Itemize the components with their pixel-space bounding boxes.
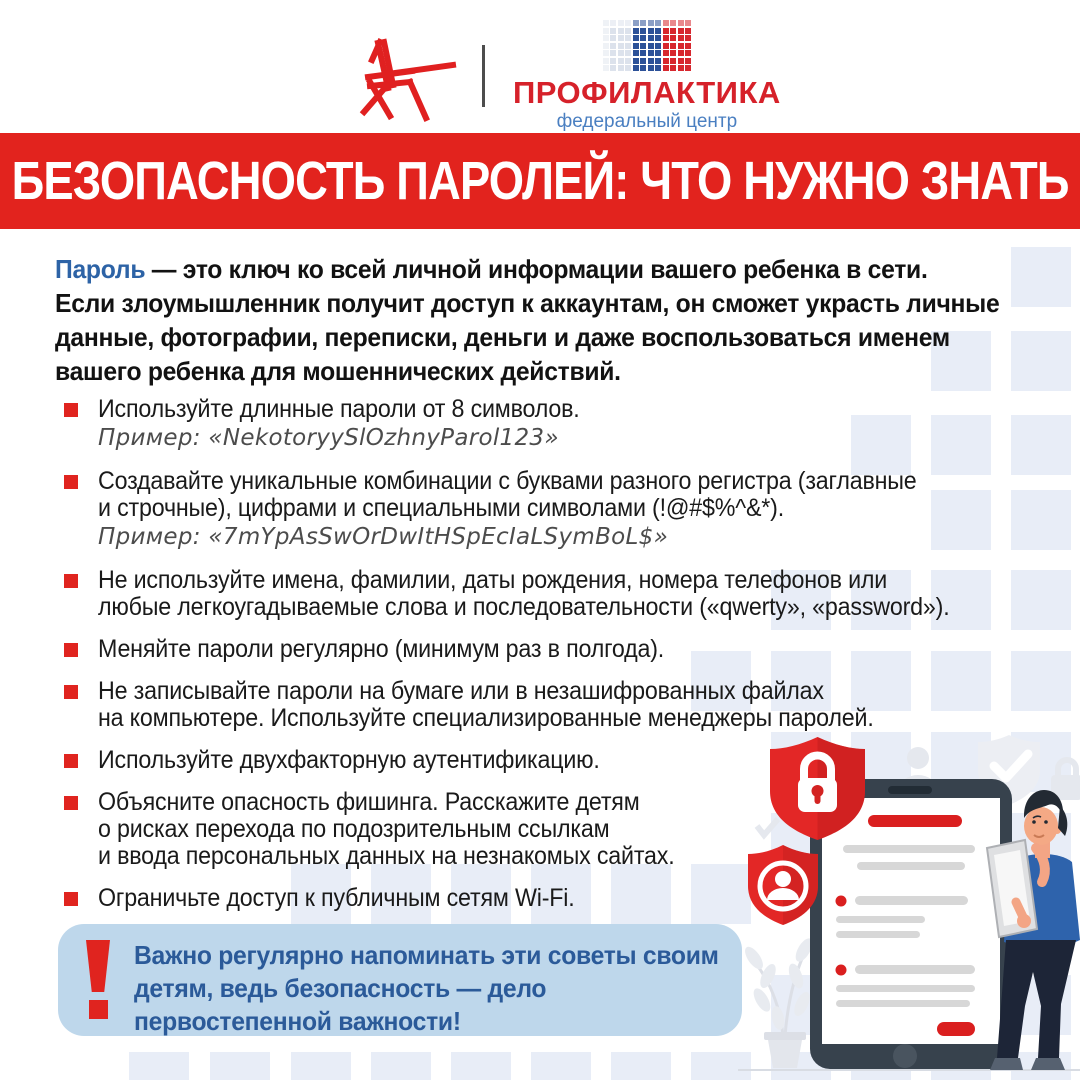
gray-check-icon [757,819,778,835]
intro-line: данные, фотографии, переписки, деньги и даже воспользоваться именем [55,322,950,352]
pattern-square [531,1052,591,1080]
tip-line: и строчные), цифрами и специальными символами (!@#$%^&*). [98,494,784,522]
tip-example: Пример: «NekotoryySlOzhnyParol123» [98,425,559,451]
plant-illustration [742,936,816,1068]
bullet-square-icon [64,892,78,906]
callout-text: Важно регулярно напоминать эти советы своим детям, ведь безопасность — дело первостепенной важности! [134,940,719,1036]
header-divider [482,45,485,107]
tip-line: и ввода персональных данных на незнакомых сайтах. [98,842,675,870]
page-title: БЕЗОПАСНОСТЬ ПАРОЛЕЙ: ЧТО НУЖНО ЗНАТЬ [11,151,1069,211]
pattern-square [129,1052,189,1080]
security-illustration [738,714,1080,1080]
pattern-square [291,1052,351,1080]
logo-block [513,20,781,131]
logo-subtitle: федеральный центр [556,111,738,132]
bullet-square-icon [64,475,78,489]
intro-line: Если злоумышленник получит доступ к аккаунтам, он сможет украсть личные [55,288,1000,318]
intro-line [55,252,977,286]
tip-line: Не используйте имена, фамилии, даты рождения, номера телефонов или [98,566,888,594]
logo-flag-icon [603,20,692,71]
intro-lead-word: Пароль [55,254,146,284]
bullet-square-icon [64,574,78,588]
bullet-square-icon [64,403,78,417]
tip-item [55,567,1025,621]
tip-item [55,396,1025,453]
header [0,0,1080,133]
bullet-square-icon [64,754,78,768]
bullet-square-icon [64,685,78,699]
tip-line: любые легкоугадываемые слова и последовательности («qwerty», «password»). [98,593,950,621]
tip-line: Создавайте уникальные комбинации с буквами разного регистра (заглавные [98,467,917,495]
tip-line: Не записывайте пароли на бумаге или в незашифрованных файлах [98,677,824,705]
logo-title: ПРОФИЛАКТИКА [513,75,781,110]
tip-line: Ограничьте доступ к публичным сетям Wi-Fi. [98,884,575,912]
pattern-square [371,1052,431,1080]
tip-line: на компьютере. Используйте специализированные менеджеры паролей. [98,704,874,732]
intro-line: вашего ребенка для мошеннических действий. [55,356,621,386]
bullet-square-icon [64,796,78,810]
bullet-square-icon [64,643,78,657]
tip-line: Объясните опасность фишинга. Расскажите детям [98,788,640,816]
tip-example: Пример: «7mYpAsSwOrDwItHSpEcIaLSymBoL$» [98,524,669,550]
pattern-square [451,1052,511,1080]
title-banner [0,133,1080,229]
tip-item [55,636,1025,663]
tip-line: Используйте длинные пароли от 8 символов. [98,395,580,423]
exclamation-icon [86,940,110,1019]
tip-line: Используйте двухфакторную аутентификацию. [98,746,600,774]
intro-line1-rest: — это ключ ко всей личной информации вашего ребенка в сети. [145,254,928,284]
tip-line: Меняйте пароли регулярно (минимум раз в полгода). [98,635,665,663]
intro-paragraph [55,252,1025,388]
pattern-square [611,1052,671,1080]
shield-person-icon [748,845,818,925]
pattern-square [210,1052,270,1080]
tip-line: о рисках перехода по подозрительным ссылкам [98,815,610,843]
tip-item [55,468,1025,552]
chair-logo-icon [350,30,460,122]
callout-box [58,924,742,1036]
brand-area [350,20,781,131]
